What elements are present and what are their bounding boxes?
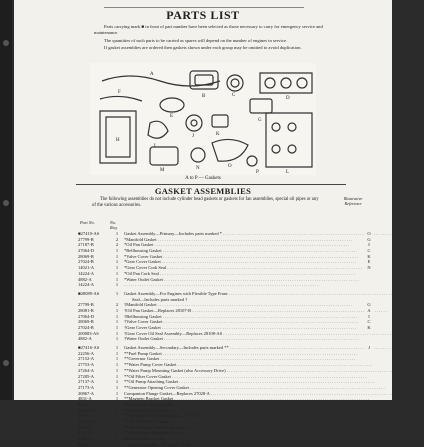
description-cell: †Valve Cover Gasket . . . — [124, 319, 362, 325]
description-cell: *Oil Pan Cork Seal . . . — [124, 271, 362, 277]
section-intro-text: The following assemblies do not include cylinder head gaskets or gaskets for fan assemblies, special oil pipes or any of the various accessories. — [92, 197, 319, 208]
part-number-cell: 27799-B — [78, 236, 94, 242]
svg-text:I: I — [154, 144, 156, 149]
description-cell: *Gear Cover Gasket . . . — [124, 259, 362, 265]
quantity-cell: 1 — [115, 413, 119, 419]
svg-text:K: K — [216, 132, 220, 137]
part-number-cell: ■27416-AS — [78, 345, 100, 351]
part-number-cell: 14021-A — [78, 265, 94, 271]
quantity-cell: 1 — [115, 307, 119, 313]
part-number-cell: ■28089-AS — [78, 290, 100, 296]
description-cell: **Oil Pressure Regulator Gasket . . . — [124, 430, 362, 436]
intro-paragraph-1: Parts carrying mark ■ in front of part number have been selected as those necessary to carry for emergency service and maintenance. — [94, 24, 323, 36]
part-number-cell: 27187-B — [78, 242, 94, 248]
reference-cell: J — [364, 345, 374, 351]
reference-cell: C — [364, 248, 374, 254]
description-cell: Gasket Assembly—For Engines with Flexible Type Front . . . — [124, 291, 362, 297]
svg-text:G: G — [258, 118, 262, 123]
description-cell: *Bellhousing Gasket . . . — [124, 248, 362, 254]
part-number-cell: 20867-A — [78, 390, 94, 396]
description-cell: **Water Pump Mounting Gasket (also Accessory Drive) . . . — [124, 368, 362, 374]
quantity-cell: 2 — [115, 302, 119, 308]
part-number-cell: 14224-A — [78, 270, 94, 276]
quantity-cell: 1 — [115, 282, 119, 288]
quantity-cell: 1 — [115, 325, 119, 330]
description-cell: †Gear Cover Oil Seal Assembly—Replaces 28108-AS . . . — [124, 331, 362, 337]
description-cell: **Magneto Bracket Gasket . . . — [124, 396, 362, 402]
svg-text:C: C — [232, 93, 236, 98]
table-row — [78, 442, 378, 447]
quantity-cell: 1 — [115, 373, 119, 379]
description-cell: †Bellhousing Gasket . . . — [124, 314, 362, 320]
description-continuation-cell: Seal—Includes parts marked † — [132, 296, 188, 302]
quantity-cell: 1 — [115, 367, 119, 373]
svg-text:J: J — [192, 134, 194, 139]
svg-text:H: H — [116, 138, 120, 143]
quantity-cell: 1 — [115, 248, 119, 254]
svg-text:D: D — [286, 96, 290, 101]
part-number-cell: 27137-A — [78, 379, 94, 385]
part-number-cell: 27064-D — [78, 313, 94, 319]
description-cell: **Oil Filter Shell Gasket . . . — [124, 419, 362, 425]
svg-text:B: B — [202, 94, 206, 99]
quantity-cell: 1 — [115, 350, 119, 356]
part-number-cell: 4602-A — [78, 441, 92, 447]
parts-table — [78, 231, 378, 447]
quantity-cell: 1 — [115, 290, 119, 296]
part-number-cell: 28081-B — [78, 307, 94, 313]
description-cell: **Oil Filtration Drain Plug Gasket . . . — [124, 425, 362, 431]
description-cell: **Oil Filter Cover Gasket . . . — [124, 374, 362, 380]
description-cell: **Water Inlet Pipe Gasket . . . — [124, 402, 362, 408]
part-number-cell: 4882-A — [78, 336, 92, 342]
part-number-cell: 26839-A — [78, 407, 94, 413]
part-number-cell: 86-A — [78, 413, 88, 419]
part-number-cell: 27064-D — [78, 248, 94, 254]
section-intro — [92, 197, 322, 209]
quantity-cell: 1 — [115, 313, 119, 319]
illustrative-reference-header: Illustrative Reference — [343, 196, 363, 206]
quantity-cell: 1 — [115, 441, 119, 447]
quantity-cell: 1 — [115, 384, 119, 390]
part-number-cell: 28069-B — [78, 253, 94, 259]
part-number-cell: 22256-A — [78, 350, 94, 356]
reference-cell: G — [364, 302, 374, 308]
description-cell: Accessory Drive Cork . . . — [124, 436, 362, 442]
quantity-cell: 1 — [115, 253, 119, 259]
part-number-cell: 4882-A — [78, 436, 92, 442]
part-number-cell: 27024-B — [78, 259, 94, 265]
part-number-cell: 86-A — [78, 401, 88, 407]
description-cell: Gasket Assembly—Primary—Includes parts marked * . . . — [124, 231, 362, 237]
svg-text:M: M — [160, 168, 165, 173]
part-number-cell: 14224-A — [78, 282, 94, 288]
reference-cell: K — [364, 325, 374, 331]
page-title: PARTS LIST — [166, 8, 240, 22]
reference-cell: I — [364, 314, 374, 320]
description-cell: **Governor Valve Box Gasket—1" SAE . . . — [124, 413, 362, 419]
reference-cell: C — [364, 319, 374, 325]
reference-cell: I — [364, 242, 374, 248]
intro-text — [94, 24, 324, 53]
description-cell: *Valve Cover Gasket . . . — [124, 254, 362, 260]
description-cell: Carburetor Gasket—¾" and ⅝" SAE . . . — [124, 442, 362, 447]
quantity-cell: 1 — [115, 362, 119, 368]
description-cell: **Governor Gasket . . . — [124, 356, 362, 362]
top-rule — [104, 0, 304, 8]
quantity-cell: 1 — [115, 419, 119, 424]
reference-cell: E — [364, 259, 374, 265]
svg-text:P: P — [256, 170, 259, 175]
section-divider — [76, 184, 346, 185]
svg-text:O: O — [228, 164, 232, 169]
description-cell: †Oil Pan Gasket—Replaces 28107-B . . . — [124, 308, 362, 314]
quantity-cell: 1 — [115, 336, 119, 342]
part-number-cell: 27799-B — [78, 302, 94, 308]
svg-text:L: L — [286, 170, 290, 175]
description-cell: †Gear Cover Gasket . . . — [124, 325, 362, 331]
part-number-cell: 4882-A — [78, 276, 92, 282]
quantity-cell: 1 — [115, 319, 119, 325]
reference-cell: O — [364, 231, 374, 237]
description-cell: †Water Outlet Gasket . . . — [124, 336, 362, 342]
part-number-cell: 4831-A — [78, 396, 92, 402]
part-number-cell: ■27410-AS — [78, 231, 100, 236]
description-cell: **Generator Opening Cover Gasket . . . — [124, 385, 362, 391]
description-cell: **Fuel Pump Gasket . . . — [124, 351, 362, 357]
quantity-cell: 2 — [115, 236, 119, 242]
part-number-cell: 27024-B — [78, 325, 94, 330]
quantity-cell: 1 — [115, 231, 119, 236]
svg-text:E: E — [170, 114, 174, 119]
quantity-cell: 1 — [115, 407, 119, 413]
reference-cell: G — [364, 237, 374, 243]
part-number-cell: 27285-A — [78, 373, 94, 379]
quantity-cell: 1 — [115, 379, 119, 385]
quantity-cell: 1 — [115, 424, 119, 430]
quantity-cell: 1 — [115, 356, 119, 362]
description-cell: *Manifold Gasket . . . — [124, 237, 362, 243]
description-cell: *Water Outlet Gasket . . . — [124, 277, 362, 283]
part-number-cell: 27241-A — [78, 430, 94, 436]
quantity-cell: 1 — [115, 276, 119, 282]
description-cell: Companion Flange Gasket—Replaces 27028-A . . . — [124, 391, 362, 397]
intro-paragraph-3: If gasket assemblies are ordered then gaskets shown under each group may be omitted to avoid duplication. — [104, 45, 302, 51]
part-number-cell: 27240-A — [78, 419, 94, 424]
reference-cell: K — [364, 254, 374, 260]
quantity-cell: 1 — [115, 345, 119, 351]
svg-text:F: F — [118, 90, 121, 95]
quantity-cell: 1 — [115, 401, 119, 407]
description-cell: **Governor Body Gasket . . . — [124, 408, 362, 414]
part-number-cell: 28069-B — [78, 319, 94, 325]
gasket-illustration — [90, 63, 316, 175]
part-number-cell: 200083-AS — [78, 330, 99, 336]
binding-strip — [0, 0, 12, 400]
part-number-cell: 27152-A — [78, 356, 94, 362]
description-cell: *Gear Cover Cork Seal . . . — [124, 265, 362, 271]
description-cell: **Water Pump Cover Gasket . . . — [124, 362, 362, 368]
svg-text:A: A — [150, 72, 154, 77]
quantity-header: No. Req. — [110, 220, 118, 230]
quantity-cell: 1 — [115, 390, 119, 396]
description-cell: *Oil Pan Gasket . . . — [124, 242, 362, 248]
intro-paragraph-2: The quantities of such parts to be carried as spares will depend on the number of engines in service. — [104, 37, 288, 43]
reference-cell: A — [364, 308, 374, 314]
figure-caption: A to P — Gaskets — [185, 176, 221, 181]
quantity-cell: 1 — [115, 330, 119, 336]
part-number-cell: 8575-A — [78, 424, 92, 430]
description-cell: †Manifold Gasket . . . — [124, 302, 362, 308]
svg-text:N: N — [196, 166, 200, 171]
quantity-cell: 1 — [115, 430, 119, 436]
part-number-cell: 27173-A — [78, 384, 94, 390]
description-cell: **Oil Pump Attaching Gasket . . . — [124, 379, 362, 385]
part-number-cell: 27264-A — [78, 367, 94, 373]
quantity-cell: 2 — [115, 242, 119, 248]
document-page — [14, 0, 392, 447]
description-cell: Gasket Assembly—Secondary—Includes parts marked ** . . . — [124, 345, 362, 351]
quantity-cell: 1 — [115, 396, 119, 402]
section-title: GASKET ASSEMBLIES — [154, 186, 252, 196]
part-number-cell: 27753-A — [78, 362, 94, 368]
quantity-cell: 1 — [115, 265, 119, 271]
part-number-header: Part No. — [80, 220, 95, 225]
quantity-cell: 1 — [115, 436, 119, 442]
reference-cell: N — [364, 265, 374, 271]
quantity-cell: 1 — [115, 259, 119, 265]
quantity-cell: 1 — [115, 270, 119, 276]
